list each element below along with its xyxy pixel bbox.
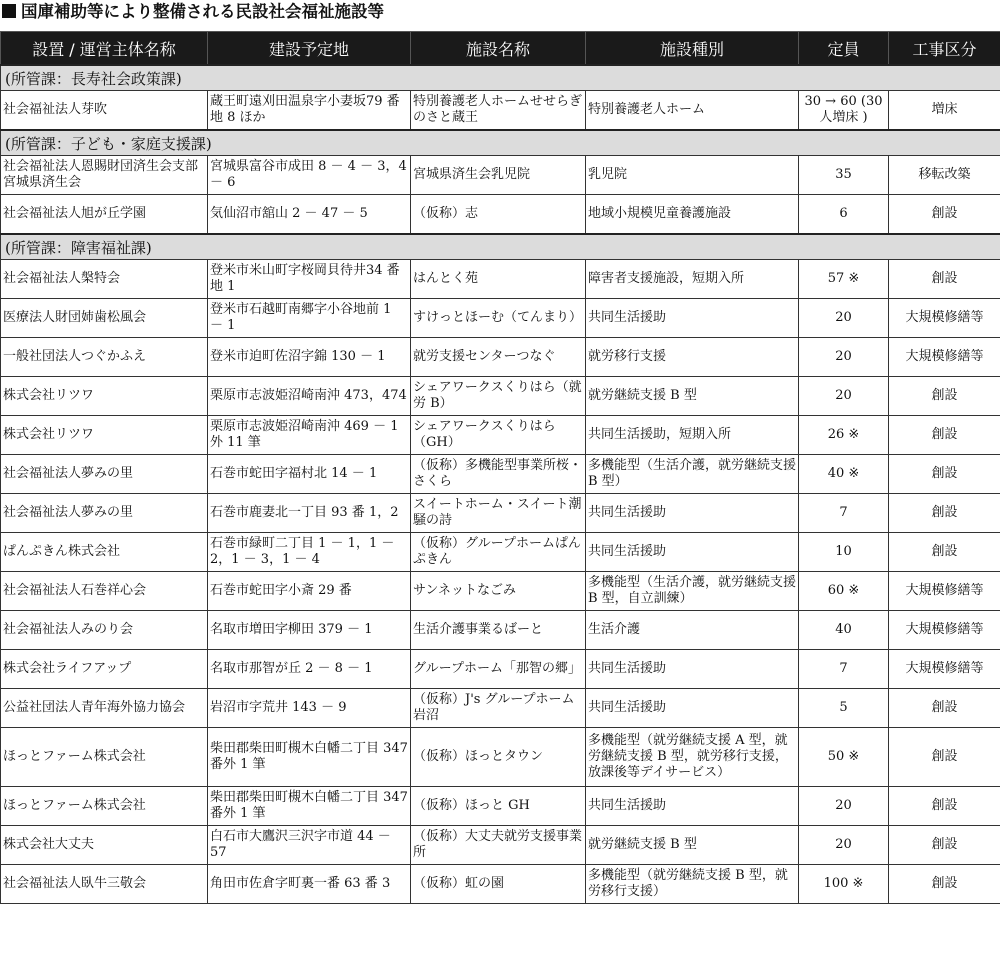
facility-cell: すけっとほーむ（てんまり） bbox=[411, 299, 586, 338]
org-cell: 株式会社大丈夫 bbox=[1, 826, 208, 865]
facility-cell: シェアワークスくりはら（就労 B） bbox=[411, 377, 586, 416]
facility-table bbox=[0, 31, 1000, 904]
capacity-cell: 40 ※ bbox=[799, 455, 889, 494]
table-row bbox=[1, 195, 1000, 235]
capacity-cell: 40 bbox=[799, 611, 889, 650]
work-cell: 創設 bbox=[889, 195, 1000, 235]
capacity-cell: 7 bbox=[799, 650, 889, 689]
facility-cell: 就労支援センターつなぐ bbox=[411, 338, 586, 377]
capacity-cell: 20 bbox=[799, 338, 889, 377]
work-cell: 大規模修繕等 bbox=[889, 299, 1000, 338]
work-cell: 増床 bbox=[889, 91, 1000, 131]
work-cell: 創設 bbox=[889, 826, 1000, 865]
work-cell: 創設 bbox=[889, 494, 1000, 533]
header-row bbox=[1, 32, 1000, 66]
table-row bbox=[1, 338, 1000, 377]
org-cell: ほっとファーム株式会社 bbox=[1, 787, 208, 826]
capacity-cell: 57 ※ bbox=[799, 260, 889, 299]
table-row bbox=[1, 689, 1000, 728]
facility-cell: （仮称）志 bbox=[411, 195, 586, 235]
work-cell: 創設 bbox=[889, 533, 1000, 572]
site-cell: 登米市米山町字桜岡貝待井34 番地 1 bbox=[208, 260, 411, 299]
table-row bbox=[1, 91, 1000, 131]
work-cell: 移転改築 bbox=[889, 156, 1000, 195]
section-row-kodomo bbox=[1, 130, 1000, 156]
capacity-cell: 20 bbox=[799, 377, 889, 416]
work-cell: 創設 bbox=[889, 865, 1000, 904]
capacity-cell: 50 ※ bbox=[799, 728, 889, 787]
facility-cell: （仮称）グループホームぱんぷきん bbox=[411, 533, 586, 572]
table-row bbox=[1, 826, 1000, 865]
org-cell: 社会福祉法人みのり会 bbox=[1, 611, 208, 650]
facility-cell: （仮称）大丈夫就労支援事業所 bbox=[411, 826, 586, 865]
table-row bbox=[1, 533, 1000, 572]
section-row-choju bbox=[1, 65, 1000, 91]
capacity-cell: 30 → 60 (30 人増床 ) bbox=[799, 91, 889, 131]
facility-cell: 宮城県済生会乳児院 bbox=[411, 156, 586, 195]
table-row bbox=[1, 494, 1000, 533]
site-cell: 登米市石越町南郷字小谷地前 1 － 1 bbox=[208, 299, 411, 338]
section-label: (所管課：子ども・家庭支援課) bbox=[1, 130, 1000, 156]
org-cell: 一般社団法人つぐかふえ bbox=[1, 338, 208, 377]
type-cell: 共同生活援助 bbox=[586, 787, 799, 826]
org-cell: 社会福祉法人夢みの里 bbox=[1, 494, 208, 533]
table-row bbox=[1, 299, 1000, 338]
capacity-cell: 20 bbox=[799, 826, 889, 865]
header-type: 施設種別 bbox=[586, 32, 799, 66]
org-cell: 社会福祉法人槃特会 bbox=[1, 260, 208, 299]
site-cell: 蔵王町遠刈田温泉字小妻坂79 番地 8 ほか bbox=[208, 91, 411, 131]
table-row bbox=[1, 611, 1000, 650]
facility-cell: スイートホーム・スイート潮騒の詩 bbox=[411, 494, 586, 533]
facility-cell: サンネットなごみ bbox=[411, 572, 586, 611]
page-title bbox=[0, 0, 384, 24]
type-cell: 乳児院 bbox=[586, 156, 799, 195]
org-cell: 社会福祉法人臥牛三敬会 bbox=[1, 865, 208, 904]
header-site: 建設予定地 bbox=[208, 32, 411, 66]
facility-cell: （仮称）多機能型事業所桜・さくら bbox=[411, 455, 586, 494]
capacity-cell: 35 bbox=[799, 156, 889, 195]
org-cell: 社会福祉法人芽吹 bbox=[1, 91, 208, 131]
site-cell: 白石市大鷹沢三沢字市道 44 － 57 bbox=[208, 826, 411, 865]
type-cell: 障害者支援施設，短期入所 bbox=[586, 260, 799, 299]
work-cell: 大規模修繕等 bbox=[889, 338, 1000, 377]
facility-cell: （仮称）ほっとタウン bbox=[411, 728, 586, 787]
org-cell: 株式会社リツワ bbox=[1, 416, 208, 455]
work-cell: 大規模修繕等 bbox=[889, 572, 1000, 611]
work-cell: 創設 bbox=[889, 787, 1000, 826]
capacity-cell: 6 bbox=[799, 195, 889, 235]
capacity-cell: 60 ※ bbox=[799, 572, 889, 611]
type-cell: 多機能型（生活介護，就労継続支援 B 型） bbox=[586, 455, 799, 494]
org-cell: 株式会社リツワ bbox=[1, 377, 208, 416]
capacity-cell: 5 bbox=[799, 689, 889, 728]
site-cell: 気仙沼市舘山 2 － 47 － 5 bbox=[208, 195, 411, 235]
capacity-cell: 20 bbox=[799, 299, 889, 338]
table-row bbox=[1, 865, 1000, 904]
table-row bbox=[1, 377, 1000, 416]
work-cell: 創設 bbox=[889, 455, 1000, 494]
type-cell: 就労継続支援 B 型 bbox=[586, 826, 799, 865]
table-row bbox=[1, 455, 1000, 494]
org-cell: 医療法人財団姉歯松風会 bbox=[1, 299, 208, 338]
work-cell: 創設 bbox=[889, 377, 1000, 416]
work-cell: 創設 bbox=[889, 728, 1000, 787]
table-row bbox=[1, 260, 1000, 299]
type-cell: 多機能型（就労継続支援 A 型，就労継続支援 B 型，就労移行支援，放課後等デイサービス） bbox=[586, 728, 799, 787]
work-cell: 創設 bbox=[889, 416, 1000, 455]
table-row bbox=[1, 728, 1000, 787]
site-cell: 名取市那智が丘 2 － 8 － 1 bbox=[208, 650, 411, 689]
site-cell: 石巻市緑町二丁目 1 － 1，1 － 2，1 － 3，1 － 4 bbox=[208, 533, 411, 572]
type-cell: 就労移行支援 bbox=[586, 338, 799, 377]
site-cell: 栗原市志波姫沼崎南沖 473，474 bbox=[208, 377, 411, 416]
site-cell: 柴田郡柴田町槻木白幡二丁目 347 番外 1 筆 bbox=[208, 787, 411, 826]
facility-cell: 生活介護事業るばーと bbox=[411, 611, 586, 650]
facility-cell: グループホーム「那智の郷」 bbox=[411, 650, 586, 689]
site-cell: 石巻市蛇田字小斎 29 番 bbox=[208, 572, 411, 611]
site-cell: 名取市増田字柳田 379 － 1 bbox=[208, 611, 411, 650]
facility-cell: シェアワークスくりはら（GH） bbox=[411, 416, 586, 455]
site-cell: 岩沼市字荒井 143 － 9 bbox=[208, 689, 411, 728]
table-row bbox=[1, 787, 1000, 826]
type-cell: 共同生活援助 bbox=[586, 533, 799, 572]
type-cell: 共同生活援助 bbox=[586, 299, 799, 338]
table-row bbox=[1, 572, 1000, 611]
org-cell: 株式会社ライフアップ bbox=[1, 650, 208, 689]
capacity-cell: 10 bbox=[799, 533, 889, 572]
work-cell: 創設 bbox=[889, 260, 1000, 299]
black-square-icon bbox=[2, 4, 16, 18]
org-cell: ぱんぷきん株式会社 bbox=[1, 533, 208, 572]
site-cell: 角田市佐倉字町裏一番 63 番 3 bbox=[208, 865, 411, 904]
org-cell: 社会福祉法人恩賜財団済生会支部宮城県済生会 bbox=[1, 156, 208, 195]
site-cell: 石巻市鹿妻北一丁目 93 番 1，2 bbox=[208, 494, 411, 533]
site-cell: 宮城県富谷市成田 8 － 4 － 3，4 － 6 bbox=[208, 156, 411, 195]
section-label: (所管課：長寿社会政策課) bbox=[1, 65, 1000, 91]
facility-cell: （仮称）ほっと GH bbox=[411, 787, 586, 826]
facility-cell: （仮称）J's グループホーム岩沼 bbox=[411, 689, 586, 728]
header-org: 設置 / 運営主体名称 bbox=[1, 32, 208, 66]
site-cell: 栗原市志波姫沼崎南沖 469 － 1 外 11 筆 bbox=[208, 416, 411, 455]
header-work: 工事区分 bbox=[889, 32, 1000, 66]
type-cell: 共同生活援助 bbox=[586, 494, 799, 533]
org-cell: ほっとファーム株式会社 bbox=[1, 728, 208, 787]
facility-cell: はんとく苑 bbox=[411, 260, 586, 299]
org-cell: 社会福祉法人旭が丘学園 bbox=[1, 195, 208, 235]
capacity-cell: 100 ※ bbox=[799, 865, 889, 904]
work-cell: 大規模修繕等 bbox=[889, 650, 1000, 689]
site-cell: 登米市迫町佐沼字錦 130 － 1 bbox=[208, 338, 411, 377]
org-cell: 社会福祉法人石巻祥心会 bbox=[1, 572, 208, 611]
header-capacity: 定員 bbox=[799, 32, 889, 66]
table-row bbox=[1, 156, 1000, 195]
site-cell: 柴田郡柴田町槻木白幡二丁目 347 番外 1 筆 bbox=[208, 728, 411, 787]
type-cell: 共同生活援助 bbox=[586, 650, 799, 689]
type-cell: 多機能型（就労継続支援 B 型，就労移行支援） bbox=[586, 865, 799, 904]
type-cell: 共同生活援助，短期入所 bbox=[586, 416, 799, 455]
type-cell: 多機能型（生活介護，就労継続支援 B 型，自立訓練） bbox=[586, 572, 799, 611]
table-row bbox=[1, 650, 1000, 689]
capacity-cell: 26 ※ bbox=[799, 416, 889, 455]
section-row-shogai bbox=[1, 234, 1000, 260]
capacity-cell: 7 bbox=[799, 494, 889, 533]
facility-cell: 特別養護老人ホームせせらぎのさと蔵王 bbox=[411, 91, 586, 131]
page-title-text: 国庫補助等により整備される民設社会福祉施設等 bbox=[21, 2, 384, 21]
type-cell: 特別養護老人ホーム bbox=[586, 91, 799, 131]
type-cell: 就労継続支援 B 型 bbox=[586, 377, 799, 416]
type-cell: 共同生活援助 bbox=[586, 689, 799, 728]
capacity-cell: 20 bbox=[799, 787, 889, 826]
work-cell: 創設 bbox=[889, 689, 1000, 728]
site-cell: 石巻市蛇田字福村北 14 － 1 bbox=[208, 455, 411, 494]
org-cell: 社会福祉法人夢みの里 bbox=[1, 455, 208, 494]
section-label: (所管課：障害福祉課) bbox=[1, 234, 1000, 260]
table-row bbox=[1, 416, 1000, 455]
type-cell: 地域小規模児童養護施設 bbox=[586, 195, 799, 235]
facility-cell: （仮称）虹の園 bbox=[411, 865, 586, 904]
type-cell: 生活介護 bbox=[586, 611, 799, 650]
work-cell: 大規模修繕等 bbox=[889, 611, 1000, 650]
header-facility: 施設名称 bbox=[411, 32, 586, 66]
org-cell: 公益社団法人青年海外協力協会 bbox=[1, 689, 208, 728]
